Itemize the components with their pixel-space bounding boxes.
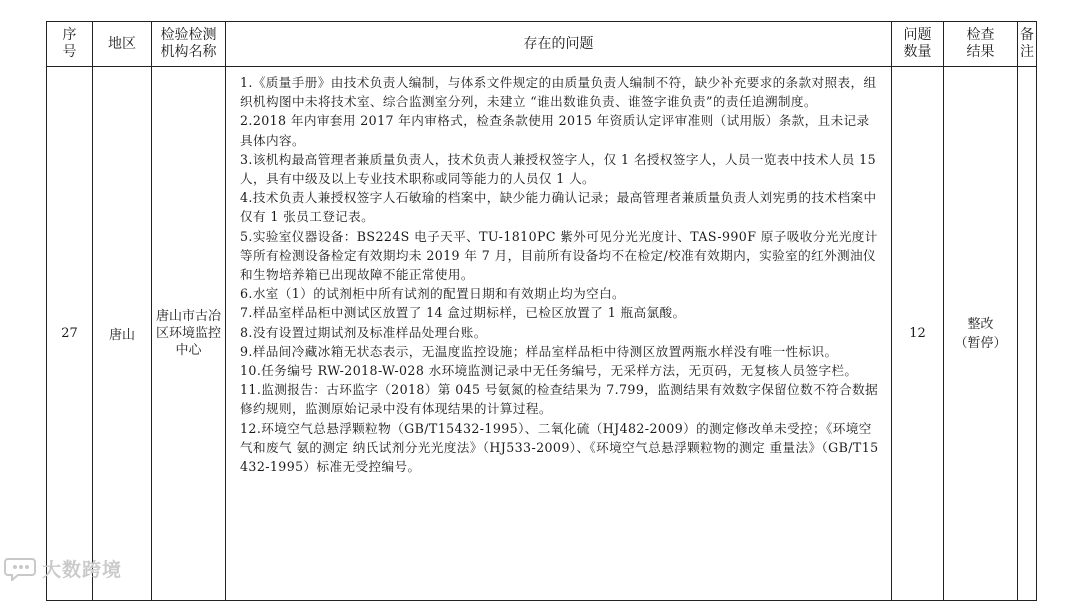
issue-item: 3.该机构最高管理者兼质量负责人，技术负责人兼授权签字人，仅 1 名授权签字人，人员一览表中技术人员 15 人，具有中级及以上专业技术职称或同等能力的人员仅 1 人。 bbox=[240, 151, 876, 187]
watermark bbox=[4, 553, 122, 583]
table-row bbox=[47, 67, 1037, 601]
issue-item: 7.样品室样品柜中测试区放置了 14 盒过期标样，已检区放置了 1 瓶高氯酸。 bbox=[240, 305, 686, 321]
issue-item: 10.任务编号 RW-2018-W-028 水环境监测记录中无任务编号，无采样方法，无页码，无复核人员签字栏。 bbox=[240, 363, 858, 379]
watermark-text: 大数跨境 bbox=[42, 558, 123, 581]
header-count: 问题数量 bbox=[892, 22, 944, 67]
issue-item: 11.监测报告：古环监字（2018）第 045 号氨氮的检查结果为 7.799，监测结果有效数字保留位数不符合数据修约规则，监测原始记录中没有体现结果的计算过程。 bbox=[240, 382, 879, 417]
cell-region: 唐山 bbox=[93, 67, 152, 601]
cell-remark bbox=[1018, 67, 1037, 601]
header-region: 地区 bbox=[93, 22, 152, 67]
issues-list bbox=[240, 73, 879, 476]
result-line-2: （暂停） bbox=[954, 335, 1007, 351]
issue-item: 8.没有设置过期试剂及标准样品处理台账。 bbox=[240, 324, 487, 340]
issue-item: 12.环境空气总悬浮颗粒物（GB/T15432-1995）、二氧化硫（HJ482-2009）的测定修改单未受控；《环境空气和废气 氨的测定 纳氏试剂分光光度法》（HJ533-2009）、《环境空气总悬浮颗粒物的测定 重量法》（GB/T15432-1995）标准无受控编号。 bbox=[240, 420, 879, 475]
issue-item: 2.2018 年内审套用 2017 年内审格式，检查条款使用 2015 年资质认定评审准则（试用版）条款，且未记录具体内容。 bbox=[240, 113, 870, 148]
issue-item: 5.实验室仪器设备：BS224S 电子天平、TU-1810PC 紫外可见分光光度计、TAS-990F 原子吸收分光光度计等所有检测设备检定有效期均未 2019 年 7 月，目前所有设备均不在检定/校准有效期内，实验室的红外测油仪和生物培养箱已出现故障不能正常使用。 bbox=[240, 228, 878, 283]
table-header-row bbox=[47, 22, 1037, 67]
speech-bubble-logo-icon bbox=[4, 555, 38, 581]
header-seq: 序号 bbox=[47, 22, 93, 67]
issue-item: 9.样品间冷藏冰箱无状态表示，无温度监控设施；样品室样品柜中待测区放置两瓶水样没有唯一性标识。 bbox=[240, 343, 838, 359]
cell-org: 唐山市古冶区环境监控中心 bbox=[152, 67, 226, 601]
issue-item: 4.技术负责人兼授权签字人石敏瑜的档案中，缺少能力确认记录；最高管理者兼质量负责人刘宪勇的技术档案中仅有 1 张员工登记表。 bbox=[240, 190, 877, 225]
cell-count: 12 bbox=[892, 67, 944, 601]
header-result: 检查结果 bbox=[944, 22, 1018, 67]
header-issues: 存在的问题 bbox=[226, 22, 892, 67]
inspection-table bbox=[46, 21, 1037, 601]
issue-item: 1.《质量手册》由技术负责人编制，与体系文件规定的由质量负责人编制不符，缺少补充要求的条款对照表，组织机构图中未将技术室、综合监测室分列，未建立 “谁出数谁负责、谁签字谁负责”的责任追溯制度。 bbox=[240, 75, 877, 110]
cell-seq: 27 bbox=[47, 67, 93, 601]
result-line-1: 整改 bbox=[967, 316, 994, 332]
cell-result bbox=[944, 67, 1018, 601]
header-remark: 备注 bbox=[1018, 22, 1037, 67]
header-org: 检验检测机构名称 bbox=[152, 22, 226, 67]
cell-issues bbox=[226, 67, 892, 601]
issue-item: 6.水室（1）的试剂柜中所有试剂的配置日期和有效期止均为空白。 bbox=[240, 286, 626, 302]
